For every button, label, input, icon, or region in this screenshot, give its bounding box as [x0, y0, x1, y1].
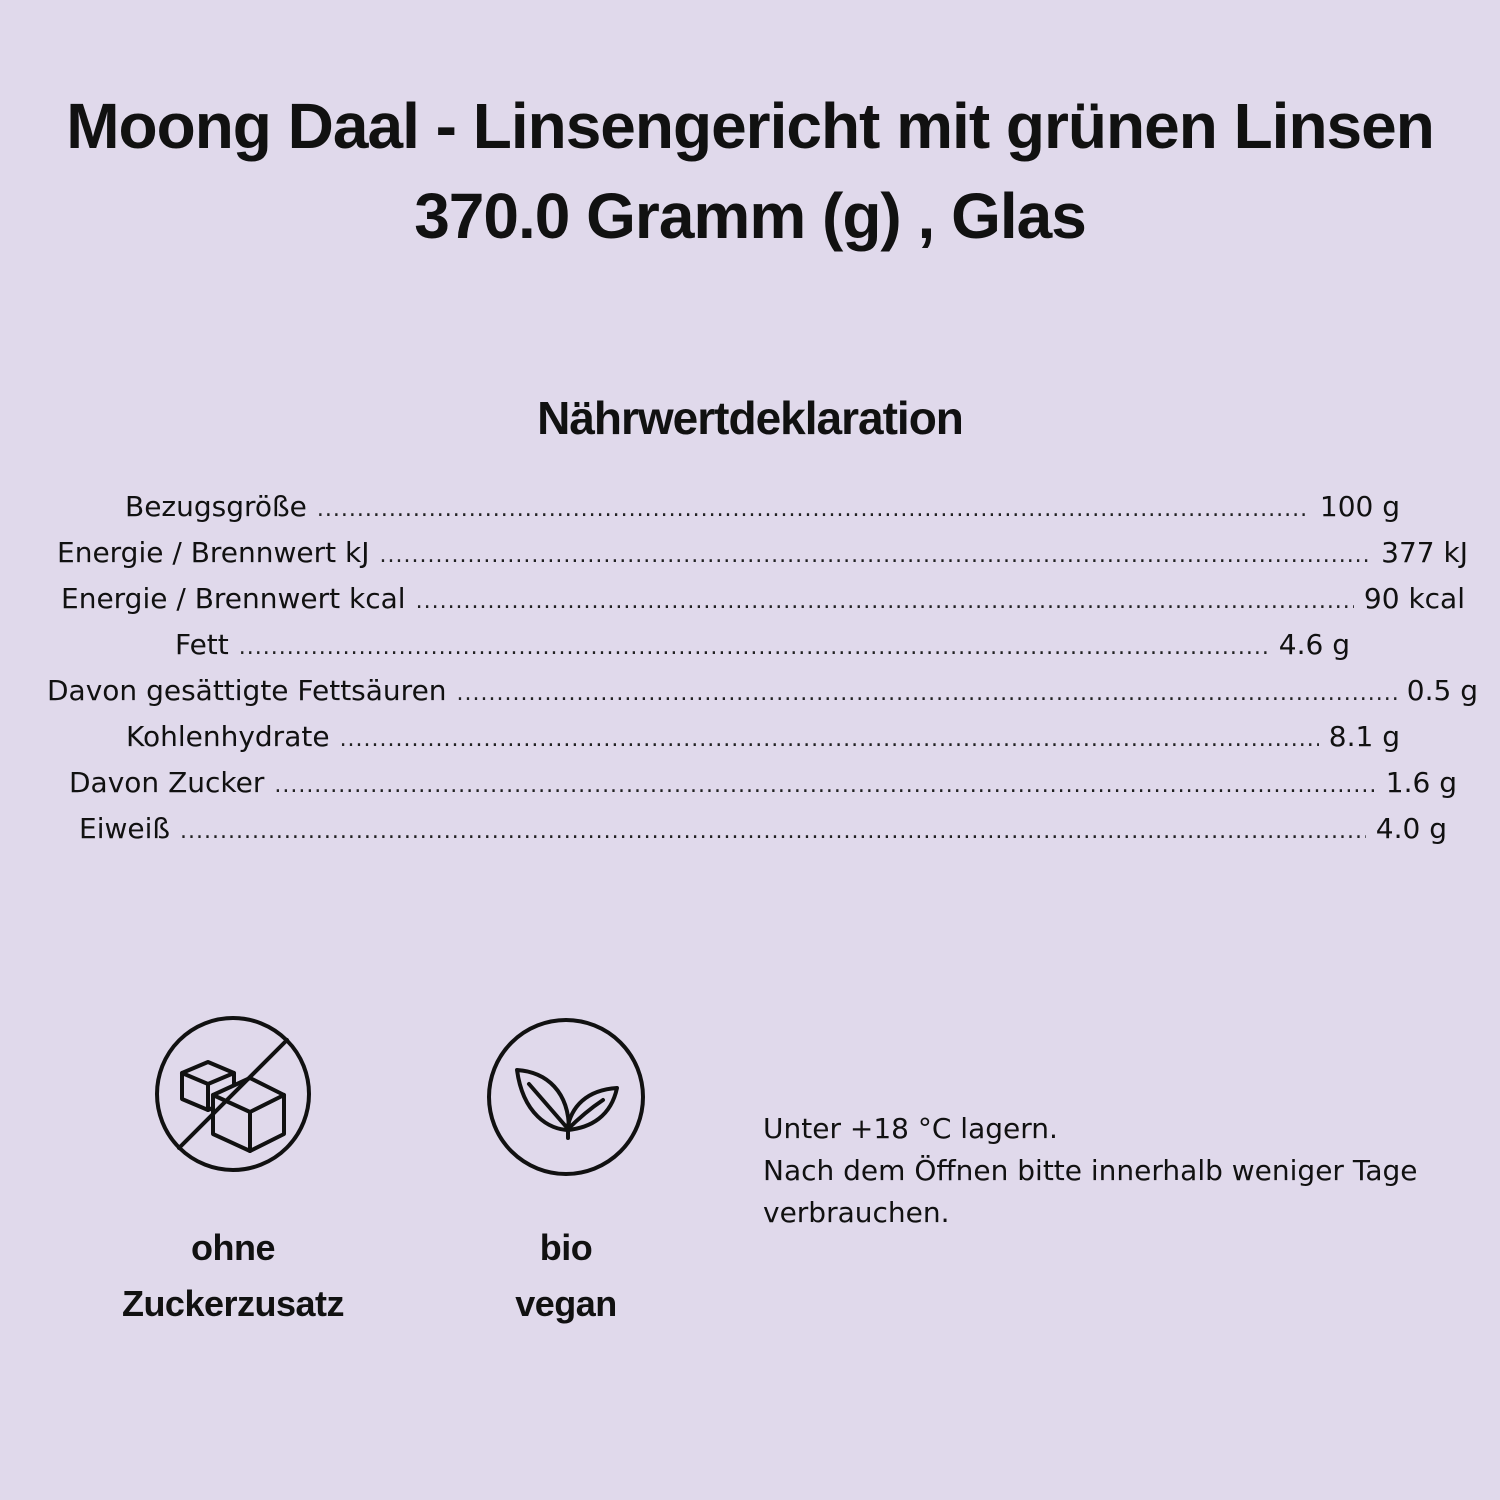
dot-leader: [340, 720, 1319, 760]
nutrition-value: 0.5 g: [1406, 674, 1478, 707]
storage-line: Unter +18 °C lagern.: [763, 1112, 1058, 1145]
badge-line: ohne: [191, 1227, 275, 1268]
nutrition-row: [175, 625, 1350, 665]
nutrition-heading: Nährwertdeklaration: [537, 392, 963, 444]
vegan-leaf-icon: [487, 1018, 643, 1174]
nutrition-row: [47, 671, 1478, 711]
dot-leader: [180, 812, 1366, 852]
nutrition-label: Bezugsgröße: [125, 490, 307, 523]
nutrition-value: 4.0 g: [1375, 812, 1447, 845]
nutrition-row: [79, 809, 1447, 849]
storage-line: Nach dem Öffnen bitte innerhalb weniger Tage: [763, 1154, 1418, 1187]
dot-leader: [317, 490, 1310, 530]
storage-instructions: [763, 1108, 1463, 1234]
nutrition-label: Kohlenhydrate: [126, 720, 330, 753]
storage-line: verbrauchen.: [763, 1196, 950, 1229]
nutrition-label: Energie / Brennwert kJ: [57, 536, 370, 569]
nutrition-label: Davon gesättigte Fettsäuren: [47, 674, 447, 707]
dot-leader: [457, 674, 1397, 714]
nutrition-value: 90 kcal: [1363, 582, 1465, 615]
product-title: Moong Daal - Linsengericht mit grünen Linsen: [66, 90, 1434, 162]
nutrition-value: 8.1 g: [1328, 720, 1400, 753]
nutrition-label: Davon Zucker: [69, 766, 265, 799]
no-sugar-label: [83, 1220, 383, 1332]
nutrition-row: [61, 579, 1465, 619]
nutrition-row: [57, 533, 1468, 573]
vegan-label: [416, 1220, 716, 1332]
dot-leader: [416, 582, 1354, 622]
nutrition-row: [125, 487, 1400, 527]
nutrition-value: 1.6 g: [1385, 766, 1457, 799]
nutrition-value: 100 g: [1319, 490, 1400, 523]
dot-leader: [380, 536, 1372, 576]
badge-line: bio: [539, 1227, 593, 1268]
no-sugar-icon: [155, 1016, 311, 1172]
nutrition-label: Eiweiß: [79, 812, 171, 845]
product-size: 370.0 Gramm (g) , Glas: [414, 180, 1086, 252]
nutrition-value: 377 kJ: [1381, 536, 1468, 569]
nutrition-label: Fett: [175, 628, 229, 661]
badge-line: Zuckerzusatz: [121, 1283, 345, 1324]
nutrition-label: Energie / Brennwert kcal: [61, 582, 406, 615]
badge-line: vegan: [515, 1283, 617, 1324]
nutrition-row: [126, 717, 1400, 757]
nutrition-value: 4.6 g: [1278, 628, 1350, 661]
nutrition-row: [69, 763, 1457, 803]
dot-leader: [239, 628, 1269, 668]
dot-leader: [274, 766, 1375, 806]
